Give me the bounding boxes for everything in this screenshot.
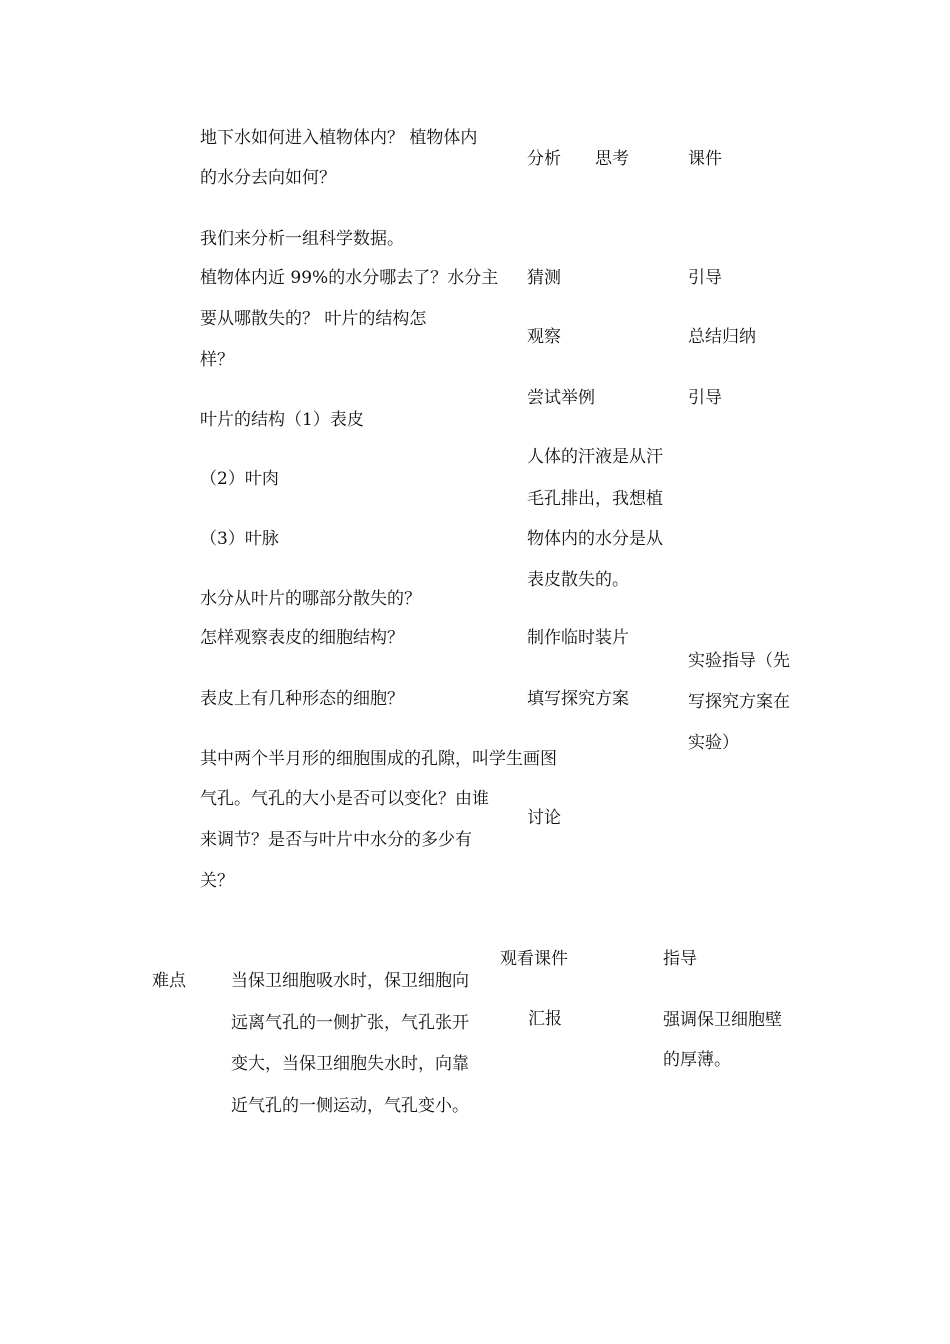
- content-line: 远离气孔的一侧扩张，气孔张开: [231, 1013, 469, 1033]
- content-line: 关？: [200, 871, 234, 891]
- content-line: 变大，当保卫细胞失水时，向靠: [231, 1054, 469, 1074]
- content-line: 水分从叶片的哪部分散失的？: [200, 589, 421, 609]
- student-activity: 讨论: [527, 808, 561, 828]
- teacher-activity: 实验指导（先: [688, 651, 790, 671]
- student-activity: 尝试举例: [527, 388, 595, 408]
- section-label: 难点: [152, 971, 186, 991]
- content-line: 当保卫细胞吸水时，保卫细胞向: [231, 971, 469, 991]
- student-activity: 制作临时装片: [527, 628, 629, 648]
- content-line: 气孔。气孔的大小是否可以变化？由谁: [200, 789, 489, 809]
- teacher-activity: 指导: [663, 949, 697, 969]
- teacher-activity: 写探究方案在: [688, 692, 790, 712]
- student-activity: 汇报: [528, 1009, 562, 1029]
- content-line: 要从哪散失的？ 叶片的结构怎: [200, 309, 427, 329]
- student-activity: 观看课件: [500, 949, 568, 969]
- content-line: 植物体内近 99%的水分哪去了？水分主: [200, 268, 499, 288]
- student-activity: 分析: [527, 149, 561, 169]
- content-line: 叶片的结构（1）表皮: [200, 410, 364, 430]
- content-line: （2）叶肉: [200, 469, 279, 489]
- content-line: 其中两个半月形的细胞围成的孔隙，叫学生画图: [200, 749, 557, 769]
- teacher-activity: 课件: [688, 149, 722, 169]
- student-activity: 猜测: [527, 268, 561, 288]
- teacher-activity: 强调保卫细胞壁: [663, 1010, 782, 1030]
- content-line: 近气孔的一侧运动，气孔变小。: [231, 1096, 469, 1116]
- content-line: 表皮上有几种形态的细胞？: [200, 689, 404, 709]
- content-line: 我们来分析一组科学数据。: [200, 229, 404, 249]
- teacher-activity: 引导: [688, 388, 722, 408]
- content-line: 来调节？是否与叶片中水分的多少有: [200, 830, 472, 850]
- content-line: 地下水如何进入植物体内？ 植物体内: [200, 128, 478, 148]
- student-activity: 物体内的水分是从: [527, 529, 663, 549]
- student-activity: 观察: [527, 327, 561, 347]
- student-activity: 毛孔排出，我想植: [527, 489, 663, 509]
- teacher-activity: 引导: [688, 268, 722, 288]
- content-line: 的水分去向如何？: [200, 168, 336, 188]
- teacher-activity: 实验）: [688, 733, 739, 753]
- teacher-activity: 总结归纳: [688, 327, 756, 347]
- student-activity: 填写探究方案: [527, 689, 629, 709]
- content-line: 怎样观察表皮的细胞结构？: [200, 628, 404, 648]
- student-activity: 思考: [595, 149, 629, 169]
- student-activity: 人体的汗液是从汗: [527, 447, 663, 467]
- teacher-activity: 的厚薄。: [663, 1050, 731, 1070]
- student-activity: 表皮散失的。: [527, 570, 629, 590]
- content-line: （3）叶脉: [200, 529, 279, 549]
- content-line: 样？: [200, 350, 234, 370]
